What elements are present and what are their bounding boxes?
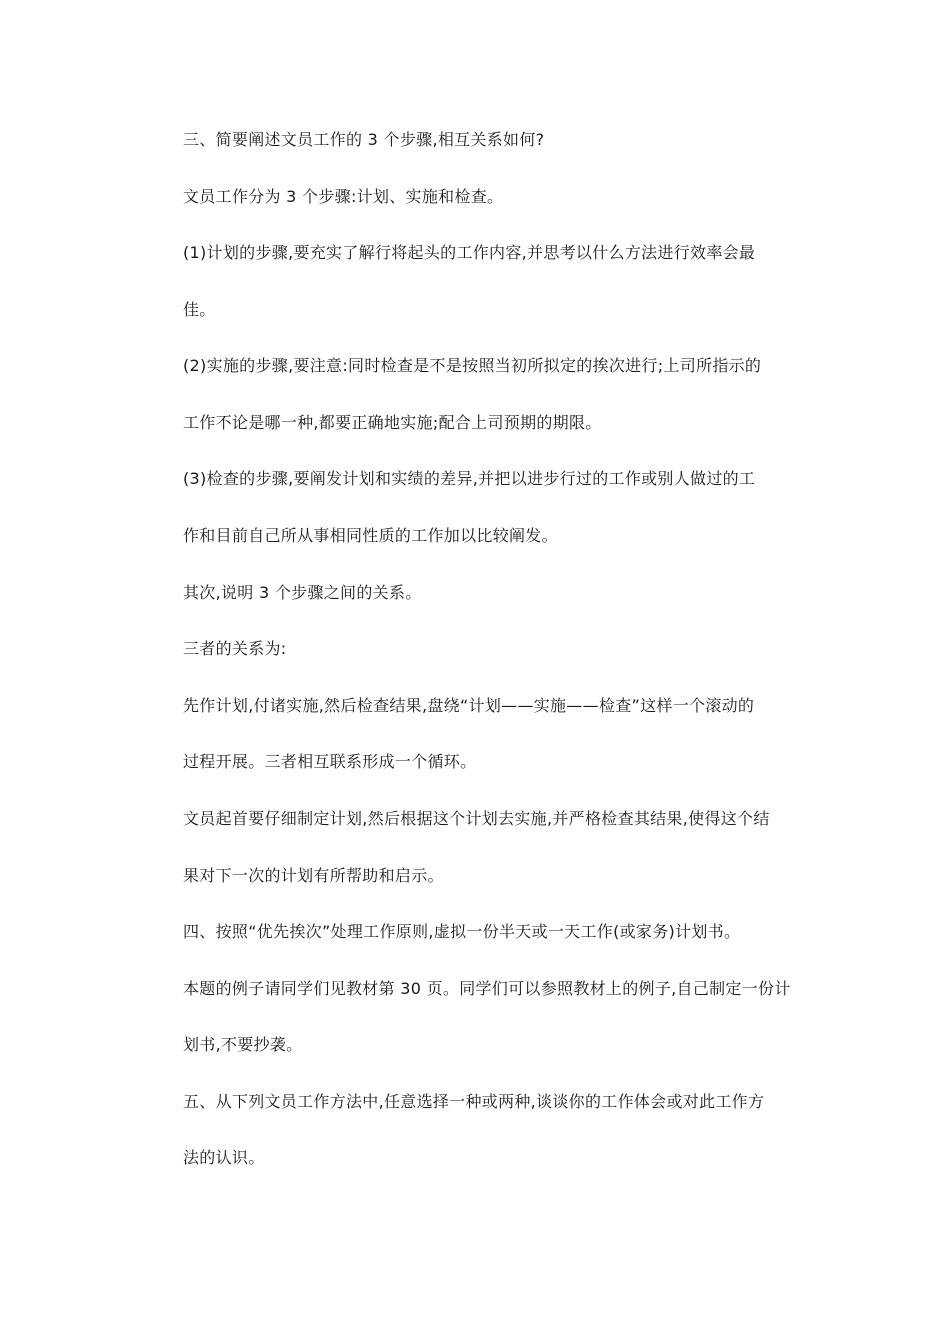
- paragraph-line: 其次,说明 3 个步骤之间的关系。: [183, 583, 422, 602]
- paragraph-line: 法的认识。: [183, 1148, 265, 1167]
- question-5-heading: 五、从下列文员工作方法中,任意选择一种或两种,谈谈你的工作体会或对此工作方: [183, 1092, 765, 1111]
- paragraph-line: 先作计划,付诸实施,然后检查结果,盘绕“计划——实施——检查”这样一个滚动的: [183, 696, 755, 715]
- paragraph-line: 文员工作分为 3 个步骤:计划、实施和检查。: [183, 187, 504, 206]
- paragraph-line: (3)检查的步骤,要阐发计划和实绩的差异,并把以进步行过的工作或别人做过的工: [183, 469, 756, 488]
- paragraph-line: (2)实施的步骤,要注意:同时检查是不是按照当初所拟定的挨次进行;上司所指示的: [183, 356, 762, 375]
- paragraph-line: 作和目前自己所从事相同性质的工作加以比较阐发。: [183, 526, 558, 545]
- paragraph-line: 划书,不要抄袭。: [183, 1035, 303, 1054]
- paragraph-line: (1)计划的步骤,要充实了解行将起头的工作内容,并思考以什么方法进行效率会最: [183, 243, 756, 262]
- paragraph-line: 果对下一次的计划有所帮助和启示。: [183, 866, 444, 885]
- paragraph-line: 文员起首要仔细制定计划,然后根据这个计划去实施,并严格检查其结果,使得这个结: [183, 809, 770, 828]
- question-3-heading: 三、简要阐述文员工作的 3 个步骤,相互关系如何?: [183, 130, 545, 149]
- paragraph-line: 佳。: [183, 300, 216, 319]
- paragraph-line: 过程开展。三者相互联系形成一个循环。: [183, 752, 477, 771]
- paragraph-line: 工作不论是哪一种,都要正确地实施;配合上司预期的期限。: [183, 413, 602, 432]
- paragraph-line: 三者的关系为:: [183, 639, 287, 658]
- question-4-heading: 四、按照“优先挨次”处理工作原则,虚拟一份半天或一天工作(或家务)计划书。: [183, 922, 741, 941]
- paragraph-line: 本题的例子请同学们见教材第 30 页。同学们可以参照教材上的例子,自己制定一份计: [183, 979, 791, 998]
